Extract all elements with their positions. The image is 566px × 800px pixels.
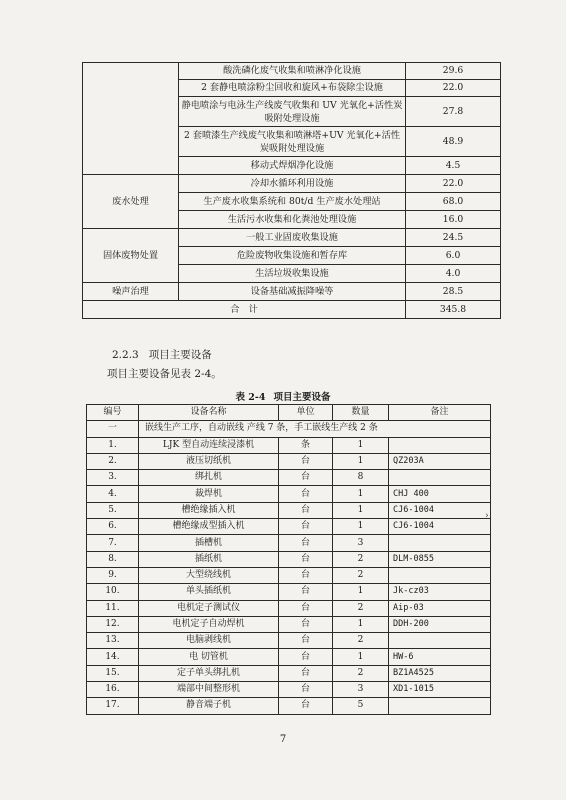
cost-amount: 28.5 xyxy=(406,283,501,301)
equip-note xyxy=(389,633,491,649)
cost-item: 移动式焊烟净化设施 xyxy=(179,157,406,175)
equip-name: 大型绕线机 xyxy=(139,567,279,583)
equip-name: 槽绝缘插入机 xyxy=(139,502,279,518)
equip-no: 5. xyxy=(87,502,139,518)
cost-amount: 27.8 xyxy=(406,97,501,127)
equip-qty: 5 xyxy=(333,698,389,714)
header-name: 设备名称 xyxy=(139,405,279,421)
header-unit: 单位 xyxy=(279,405,333,421)
equip-name: 槽绝缘成型插入机 xyxy=(139,519,279,535)
group-no: 一 xyxy=(87,421,139,437)
equip-name: LJK 型自动连续浸漆机 xyxy=(139,437,279,453)
equip-no: 7. xyxy=(87,535,139,551)
section-heading xyxy=(112,347,212,362)
equip-name: 液压切纸机 xyxy=(139,453,279,469)
equip-no: 3. xyxy=(87,470,139,486)
equip-qty: 1 xyxy=(333,437,389,453)
equip-name: 电机定子自动焊机 xyxy=(139,616,279,632)
equip-name: 电脑剥线机 xyxy=(139,633,279,649)
cost-amount: 22.0 xyxy=(406,175,501,193)
equip-unit: 台 xyxy=(279,502,333,518)
equip-unit: 台 xyxy=(279,551,333,567)
equip-note: Jk-cz03 xyxy=(389,584,491,600)
table-row xyxy=(87,600,491,616)
equip-note: CHJ 400 xyxy=(389,486,491,502)
equip-name: 单头插纸机 xyxy=(139,584,279,600)
category-cell: 噪声治理 xyxy=(83,283,179,301)
table-row xyxy=(87,470,491,486)
equip-no: 15. xyxy=(87,665,139,681)
equip-unit: 台 xyxy=(279,519,333,535)
equip-unit: 台 xyxy=(279,584,333,600)
cost-item: 冷却水循环利用设施 xyxy=(179,175,406,193)
cost-amount: 24.5 xyxy=(406,229,501,247)
equip-name: 定子单头绑扎机 xyxy=(139,665,279,681)
cost-amount: 6.0 xyxy=(406,247,501,265)
table-row xyxy=(87,698,491,714)
equip-unit: 台 xyxy=(279,535,333,551)
table-row xyxy=(87,535,491,551)
group-row xyxy=(87,421,491,437)
cost-item: 静电喷涂与电泳生产线废气收集和 UV 光氧化+活性炭吸附处理设施 xyxy=(179,97,406,127)
cost-amount: 16.0 xyxy=(406,211,501,229)
section-title: 项目主要设备 xyxy=(148,349,212,361)
equip-no: 4. xyxy=(87,486,139,502)
equip-name: 端部中间整形机 xyxy=(139,682,279,698)
cost-amount: 29.6 xyxy=(406,63,501,80)
equip-name: 插纸机 xyxy=(139,551,279,567)
equip-name: 电 切管机 xyxy=(139,649,279,665)
table-row xyxy=(87,584,491,600)
equip-no: 9. xyxy=(87,567,139,583)
equip-unit: 台 xyxy=(279,682,333,698)
equip-no: 8. xyxy=(87,551,139,567)
equip-note: BZ1A4525 xyxy=(389,665,491,681)
equip-note xyxy=(389,698,491,714)
table-caption xyxy=(0,389,566,403)
equip-unit: 台 xyxy=(279,616,333,632)
equip-note: XD1-1015 xyxy=(389,682,491,698)
equip-name: 电机定子测试仪 xyxy=(139,600,279,616)
equip-note xyxy=(389,535,491,551)
header-no: 编号 xyxy=(87,405,139,421)
equip-qty: 2 xyxy=(333,567,389,583)
page-number: 7 xyxy=(279,734,287,745)
equip-no: 10. xyxy=(87,584,139,600)
equip-no: 12. xyxy=(87,616,139,632)
equip-no: 17. xyxy=(87,698,139,714)
equip-qty: 2 xyxy=(333,665,389,681)
equip-no: 16. xyxy=(87,682,139,698)
cost-table xyxy=(82,62,501,319)
equip-note: CJ6-1004 xyxy=(389,519,491,535)
cost-item: 生活垃圾收集设施 xyxy=(179,265,406,283)
equip-note xyxy=(389,567,491,583)
equip-qty: 8 xyxy=(333,470,389,486)
table-row xyxy=(87,453,491,469)
equip-unit: 台 xyxy=(279,665,333,681)
total-label: 合 计 xyxy=(83,301,406,319)
cost-item: 2 套静电喷涂粉尘回收和旋风+布袋除尘设施 xyxy=(179,80,406,97)
equip-note xyxy=(389,470,491,486)
category-cell: 废水处理 xyxy=(83,175,179,229)
equip-no: 14. xyxy=(87,649,139,665)
header-qty: 数量 xyxy=(333,405,389,421)
equip-qty: 1 xyxy=(333,649,389,665)
cost-amount: 4.0 xyxy=(406,265,501,283)
equip-unit: 台 xyxy=(279,600,333,616)
table-row xyxy=(87,502,491,518)
margin-mark: › xyxy=(485,511,489,521)
equip-no: 1. xyxy=(87,437,139,453)
equip-name: 裁焊机 xyxy=(139,486,279,502)
caption-title: 项目主要设备 xyxy=(273,392,331,403)
equip-no: 2. xyxy=(87,453,139,469)
equip-note: Aip-03 xyxy=(389,600,491,616)
table-header-row xyxy=(87,405,491,421)
cost-item: 设备基础减振降噪等 xyxy=(179,283,406,301)
caption-number: 表 2-4 xyxy=(235,392,266,403)
equip-note: HW-6 xyxy=(389,649,491,665)
table-row xyxy=(87,665,491,681)
equip-qty: 2 xyxy=(333,551,389,567)
equip-note: DLM-0855 xyxy=(389,551,491,567)
equip-unit: 台 xyxy=(279,698,333,714)
cost-item: 危险废物收集设施和暂存库 xyxy=(179,247,406,265)
equip-name: 静音端子机 xyxy=(139,698,279,714)
equip-qty: 1 xyxy=(333,519,389,535)
equip-unit: 台 xyxy=(279,567,333,583)
equip-qty: 1 xyxy=(333,616,389,632)
cost-item: 生活污水收集和化粪池处理设施 xyxy=(179,211,406,229)
cost-amount: 4.5 xyxy=(406,157,501,175)
intro-text: 项目主要设备见表 2-4。 xyxy=(107,368,222,380)
table-row xyxy=(87,486,491,502)
header-note: 备注 xyxy=(389,405,491,421)
category-cell: 固体废物处置 xyxy=(83,229,179,283)
cost-item: 2 套喷漆生产线废气收集和喷淋塔+UV 光氧化+活性炭吸附处理设施 xyxy=(179,127,406,157)
equip-no: 11. xyxy=(87,600,139,616)
equip-unit: 台 xyxy=(279,649,333,665)
equip-note xyxy=(389,437,491,453)
table-row xyxy=(87,437,491,453)
cost-amount: 68.0 xyxy=(406,193,501,211)
cost-amount: 22.0 xyxy=(406,80,501,97)
equip-no: 6. xyxy=(87,519,139,535)
equipment-table xyxy=(86,404,491,715)
total-value: 345.8 xyxy=(406,301,501,319)
equip-qty: 1 xyxy=(333,453,389,469)
table-row xyxy=(87,616,491,632)
equip-unit: 台 xyxy=(279,486,333,502)
table-row xyxy=(87,682,491,698)
equip-name: 绑扎机 xyxy=(139,470,279,486)
table-row xyxy=(87,649,491,665)
equip-note: DDH-200 xyxy=(389,616,491,632)
equip-note: QZ203A xyxy=(389,453,491,469)
equip-qty: 1 xyxy=(333,486,389,502)
table-row xyxy=(87,567,491,583)
equip-unit: 台 xyxy=(279,453,333,469)
table-row xyxy=(87,633,491,649)
equip-unit: 台 xyxy=(279,633,333,649)
equip-qty: 2 xyxy=(333,600,389,616)
equip-note: CJ6-1004 xyxy=(389,502,491,518)
equip-unit: 条 xyxy=(279,437,333,453)
table-row xyxy=(87,551,491,567)
equip-unit: 台 xyxy=(279,470,333,486)
cost-item: 酸洗磷化废气收集和喷淋净化设施 xyxy=(179,63,406,80)
equip-qty: 3 xyxy=(333,682,389,698)
cost-item: 一般工业固废收集设施 xyxy=(179,229,406,247)
cost-amount: 48.9 xyxy=(406,127,501,157)
equip-qty: 1 xyxy=(333,584,389,600)
cost-item: 生产废水收集系统和 80t/d 生产废水处理站 xyxy=(179,193,406,211)
equip-qty: 2 xyxy=(333,633,389,649)
category-cell xyxy=(83,63,179,175)
equip-qty: 3 xyxy=(333,535,389,551)
table-row xyxy=(87,519,491,535)
section-number: 2.2.3 xyxy=(112,349,139,361)
equip-qty: 1 xyxy=(333,502,389,518)
equip-name: 插槽机 xyxy=(139,535,279,551)
group-text: 嵌线生产工序，自动嵌线 产线 7 条，手工嵌线生产线 2 条 xyxy=(139,421,491,437)
equip-no: 13. xyxy=(87,633,139,649)
